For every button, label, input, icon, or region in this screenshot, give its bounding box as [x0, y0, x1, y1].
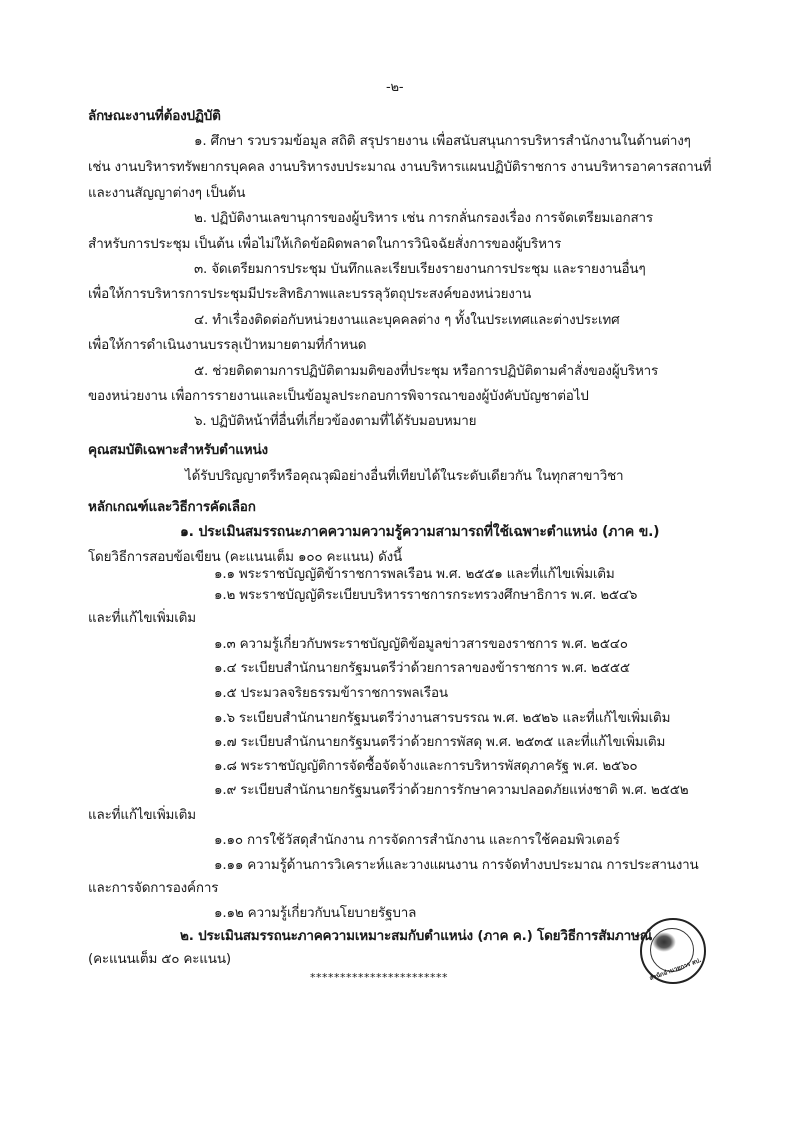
- section-heading-qualifications: คุณสมบัติเฉพาะสำหรับตำแหน่ง: [88, 442, 268, 458]
- topic-1-4: ๑.๔ ระเบียบสำนักนายกรัฐมนตรีว่าด้วยการลาของข้าราชการ พ.ศ. ๒๕๕๕: [214, 660, 630, 676]
- topic-1-2-cont: และที่แก้ไขเพิ่มเติม: [88, 610, 196, 626]
- duty-2-line-2: สำหรับการประชุม เป็นต้น เพื่อไม่ให้เกิดข้อผิดพลาดในการวินิจฉัยสั่งการของผู้บริหาร: [88, 236, 562, 252]
- section-heading-selection: หลักเกณฑ์และวิธีการคัดเลือก: [88, 499, 256, 515]
- page-number: -๒-: [386, 80, 404, 95]
- topic-1-2: ๑.๒ พระราชบัญญัติระเบียบบริหารราชการกระทรวงศึกษาธิการ พ.ศ. ๒๕๔๖: [214, 587, 638, 603]
- topic-1-7: ๑.๗ ระเบียบสำนักนายกรัฐมนตรีว่าด้วยการพัสดุ พ.ศ. ๒๕๓๕ และที่แก้ไขเพิ่มเติม: [214, 734, 666, 750]
- topic-1-9: ๑.๙ ระเบียบสำนักนายกรัฐมนตรีว่าด้วยการรักษาความปลอดภัยแห่งชาติ พ.ศ. ๒๕๕๒: [214, 782, 689, 798]
- duty-3-line-1: ๓. จัดเตรียมการประชุม บันทึกและเรียบเรียงรายงานการประชุม และรายงานอื่นๆ: [194, 261, 646, 277]
- duty-4-line-1: ๔. ทำเรื่องติดต่อกับหน่วยงานและบุคคลต่าง ๆ ทั้งในประเทศและต่างประเทศ: [194, 312, 620, 328]
- official-seal-stamp: [640, 918, 706, 984]
- topic-1-11: ๑.๑๑ ความรู้ด้านการวิเคราะห์และวางแผนงาน การจัดทำงบประมาณ การประสานงาน: [214, 857, 699, 873]
- duty-2-line-1: ๒. ปฏิบัติงานเลขานุการของผู้บริหาร เช่น การกลั่นกรองเรื่อง การจัดเตรียมเอกสาร: [194, 210, 653, 226]
- topic-1-12: ๑.๑๒ ความรู้เกี่ยวกับนโยบายรัฐบาล: [214, 905, 417, 921]
- topic-1-1: ๑.๑ พระราชบัญญัติข้าราชการพลเรือน พ.ศ. ๒๕๕๑ และที่แก้ไขเพิ่มเติม: [214, 566, 615, 582]
- criterion-2-title: ๒. ประเมินสมรรถนะภาคความเหมาะสมกับตำแหน่ง (ภาค ค.) โดยวิธีการสัมภาษณ์: [180, 928, 653, 944]
- duty-6-line-1: ๖. ปฏิบัติหน้าที่อื่นที่เกี่ยวข้องตามที่ได้รับมอบหมาย: [194, 413, 477, 429]
- criterion-2-score: (คะแนนเต็ม ๕๐ คะแนน): [88, 951, 231, 967]
- duty-1-line-1: ๑. ศึกษา รวบรวมข้อมูล สถิติ สรุปรายงาน เพื่อสนับสนุนการบริหารสำนักงานในด้านต่างๆ: [194, 133, 691, 149]
- duty-3-line-2: เพื่อให้การบริหารการประชุมมีประสิทธิภาพและบรรลุวัตถุประสงค์ของหน่วยงาน: [88, 286, 532, 302]
- qualification-line: ได้รับปริญญาตรีหรือคุณวุฒิอย่างอื่นที่เทียบได้ในระดับเดียวกัน ในทุกสาขาวิชา: [185, 468, 624, 484]
- topic-1-9-cont: และที่แก้ไขเพิ่มเติม: [88, 807, 196, 823]
- topic-1-11-cont: และการจัดการองค์การ: [88, 880, 219, 896]
- topic-1-6: ๑.๖ ระเบียบสำนักนายกรัฐมนตรีว่างานสารบรรณ พ.ศ. ๒๕๒๖ และที่แก้ไขเพิ่มเติม: [214, 710, 671, 726]
- criterion-1-method: โดยวิธีการสอบข้อเขียน (คะแนนเต็ม ๑๐๐ คะแนน) ดังนี้: [88, 549, 403, 565]
- topic-1-5: ๑.๕ ประมวลจริยธรรมข้าราชการพลเรือน: [214, 685, 448, 701]
- section-heading-duties: ลักษณะงานที่ต้องปฏิบัติ: [88, 108, 221, 124]
- garuda-emblem-icon: [652, 932, 676, 952]
- topic-1-10: ๑.๑๐ การใช้วัสดุสำนักงาน การจัดการสำนักงาน และการใช้คอมพิวเตอร์: [214, 832, 620, 848]
- topic-1-3: ๑.๓ ความรู้เกี่ยวกับพระราชบัญญัติข้อมูลข่าวสารของราชการ พ.ศ. ๒๕๔๐: [214, 636, 628, 652]
- end-marker: ***********************: [310, 971, 448, 984]
- topic-1-8: ๑.๘ พระราชบัญญัติการจัดซื้อจัดจ้างและการบริหารพัสดุภาครัฐ พ.ศ. ๒๕๖๐: [214, 758, 638, 774]
- criterion-1-title: ๑. ประเมินสมรรถนะภาคความความรู้ความสามารถที่ใช้เฉพาะตำแหน่ง (ภาค ข.): [180, 524, 660, 540]
- seal-text: สำนักอำนวยการ สป.: [648, 956, 703, 983]
- duty-1-line-3: และงานสัญญาต่างๆ เป็นต้น: [88, 185, 246, 201]
- duty-4-line-2: เพื่อให้การดำเนินงานบรรลุเป้าหมายตามที่กำหนด: [88, 337, 367, 353]
- duty-5-line-2: ของหน่วยงาน เพื่อการรายงานและเป็นข้อมูลประกอบการพิจารณาของผู้บังคับบัญชาต่อไป: [88, 388, 589, 404]
- duty-5-line-1: ๕. ช่วยติดตามการปฏิบัติตามมติของที่ประชุม หรือการปฏิบัติตามคำสั่งของผู้บริหาร: [194, 363, 659, 379]
- duty-1-line-2: เช่น งานบริหารทรัพยากรบุคคล งานบริหารงบประมาณ งานบริหารแผนปฏิบัติราชการ งานบริหารอาคารสถานที่: [88, 159, 712, 175]
